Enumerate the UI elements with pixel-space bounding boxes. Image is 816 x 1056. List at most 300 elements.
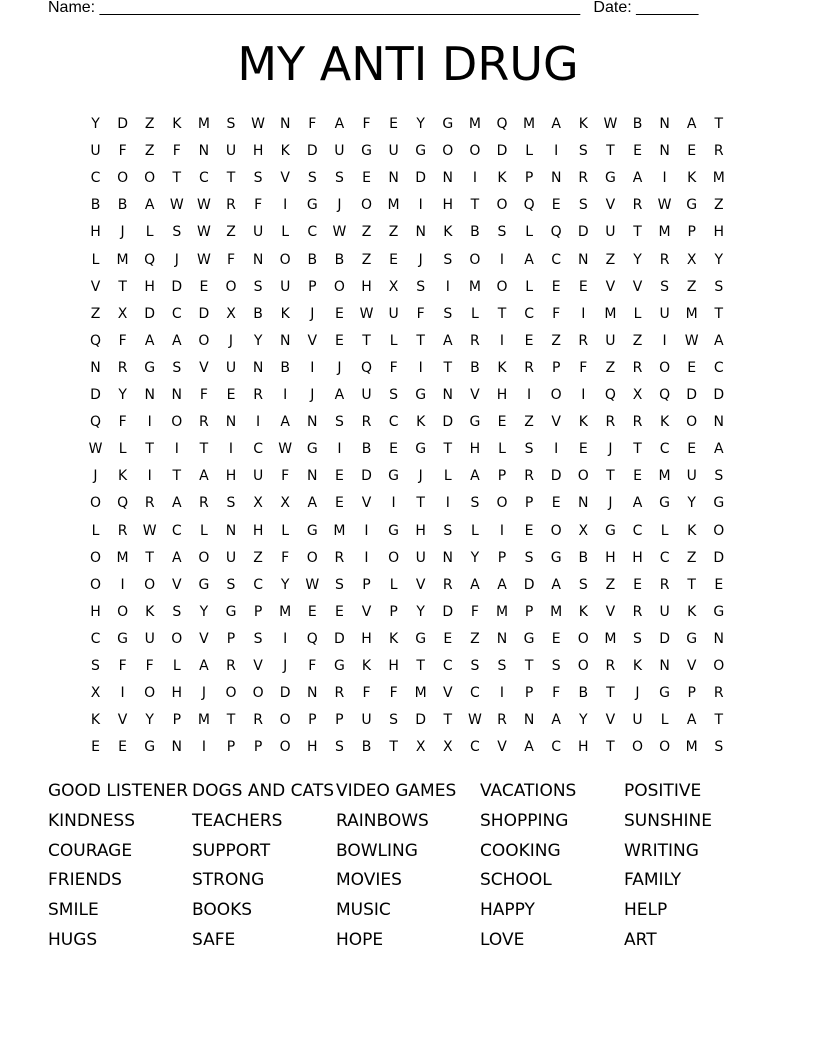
grid-letter: W <box>196 197 211 214</box>
grid-letter: E <box>334 495 344 512</box>
grid-letter: U <box>225 549 237 566</box>
word-list-item: SMILE <box>48 900 99 921</box>
grid-letter: J <box>418 468 423 485</box>
grid-letter: W <box>684 332 699 349</box>
grid-letter: R <box>524 359 534 376</box>
grid-letter: E <box>551 197 561 214</box>
grid-letter: U <box>632 712 643 729</box>
grid-letter: A <box>199 658 209 674</box>
grid-letter: N <box>442 549 454 566</box>
grid-letter: E <box>633 576 642 593</box>
grid-letter: C <box>551 739 562 756</box>
grid-letter: E <box>199 278 209 295</box>
grid-letter: J <box>337 197 342 214</box>
grid-letter: G <box>659 495 671 512</box>
grid-letter: R <box>713 685 724 702</box>
grid-letter: K <box>145 603 155 620</box>
grid-letter: N <box>225 414 237 431</box>
grid-letter: E <box>687 143 697 160</box>
grid-letter: M <box>712 170 725 187</box>
grid-letter: W <box>88 441 103 458</box>
grid-letter: I <box>364 549 369 566</box>
grid-letter: M <box>116 251 129 268</box>
grid-letter: H <box>252 143 264 160</box>
grid-letter: N <box>279 332 291 349</box>
grid-letter: S <box>334 170 344 187</box>
grid-letter: N <box>442 170 454 187</box>
grid-letter: P <box>308 278 317 295</box>
grid-letter: R <box>713 143 724 160</box>
grid-letter: I <box>147 414 152 431</box>
word-list-item: SHOPPING <box>480 810 569 831</box>
header-line <box>48 0 748 19</box>
grid-letter: C <box>90 630 101 647</box>
grid-letter: Z <box>388 224 399 241</box>
grid-letter: N <box>279 116 291 132</box>
grid-letter: Y <box>118 387 127 403</box>
grid-letter: I <box>283 197 288 214</box>
grid-letter: K <box>416 414 426 431</box>
grid-letter: Q <box>360 359 373 376</box>
grid-letter: O <box>496 197 508 214</box>
grid-letter: C <box>442 658 453 674</box>
grid-letter: O <box>333 278 345 295</box>
grid-letter: K <box>578 116 588 132</box>
grid-letter: K <box>118 468 128 485</box>
grid-letter: O <box>89 495 102 512</box>
grid-letter: Y <box>714 251 724 268</box>
grid-letter: E <box>633 143 642 160</box>
grid-letter: P <box>524 170 534 187</box>
grid-letter: E <box>551 495 561 512</box>
grid-letter: N <box>307 468 318 485</box>
grid-letter: R <box>578 332 589 349</box>
grid-letter: V <box>497 739 507 756</box>
grid-letter: H <box>90 224 101 241</box>
grid-letter: J <box>608 441 613 458</box>
word-list-item: HAPPY <box>480 900 535 921</box>
grid-letter: J <box>635 685 640 702</box>
grid-letter: Q <box>89 414 102 431</box>
grid-letter: H <box>442 197 454 214</box>
grid-letter: R <box>605 414 616 431</box>
grid-letter: B <box>307 251 318 268</box>
grid-letter: J <box>174 251 179 268</box>
grid-letter: T <box>172 170 182 187</box>
grid-letter: O <box>659 739 671 756</box>
grid-letter: S <box>714 739 724 756</box>
grid-letter: E <box>118 739 128 756</box>
word-list-item: WRITING <box>624 840 699 861</box>
grid-letter: Y <box>416 116 425 132</box>
grid-letter: H <box>388 658 399 674</box>
grid-letter: D <box>90 387 101 403</box>
grid-letter: O <box>442 143 454 160</box>
word-list-item: SUNSHINE <box>624 810 712 831</box>
grid-letter: K <box>660 414 670 431</box>
grid-letter: Y <box>579 712 588 729</box>
grid-letter: D <box>415 712 427 729</box>
grid-letter: S <box>578 576 588 593</box>
grid-letter: S <box>334 414 344 431</box>
grid-letter: G <box>686 630 698 647</box>
grid-letter: H <box>578 739 589 756</box>
grid-letter: L <box>281 224 290 241</box>
grid-letter: Z <box>605 251 616 268</box>
date-field[interactable]: _______ <box>636 0 699 16</box>
grid-letter: A <box>144 332 155 349</box>
grid-letter: F <box>226 251 236 268</box>
grid-letter: D <box>442 603 454 620</box>
grid-letter: G <box>225 603 237 620</box>
grid-letter: Q <box>144 251 156 268</box>
grid-letter: T <box>443 441 453 458</box>
grid-letter: R <box>524 468 534 485</box>
grid-letter: A <box>551 116 561 132</box>
grid-letter: G <box>306 522 318 539</box>
grid-letter: H <box>605 549 616 566</box>
grid-letter: R <box>632 197 643 214</box>
grid-letter: D <box>334 630 345 647</box>
grid-letter: S <box>253 278 263 295</box>
grid-letter: A <box>714 441 724 458</box>
grid-letter: Y <box>633 251 642 268</box>
grid-letter: W <box>251 116 266 132</box>
word-list-item: SCHOOL <box>480 870 552 891</box>
grid-letter: G <box>659 685 671 702</box>
grid-letter: M <box>550 603 563 620</box>
grid-letter: I <box>499 685 505 702</box>
grid-letter: S <box>524 549 534 566</box>
grid-letter: S <box>470 495 480 512</box>
grid-letter: O <box>550 387 562 403</box>
grid-letter: H <box>252 522 264 539</box>
grid-letter: N <box>578 495 589 512</box>
grid-letter: M <box>387 197 400 214</box>
grid-letter: M <box>523 116 536 132</box>
grid-letter: W <box>169 197 184 214</box>
grid-letter: A <box>551 712 561 729</box>
grid-letter: D <box>171 278 183 295</box>
word-list-item: DOGS AND CATS <box>192 781 335 801</box>
grid-letter: H <box>307 739 318 756</box>
grid-letter: L <box>389 576 398 593</box>
grid-letter: R <box>226 197 236 214</box>
grid-letter: E <box>226 387 236 403</box>
grid-letter: G <box>306 197 318 214</box>
name-field[interactable]: ______________________________________________________ <box>99 0 581 16</box>
grid-letter: T <box>606 143 615 160</box>
grid-letter: U <box>415 549 426 566</box>
word-list-item: TEACHERS <box>192 810 283 831</box>
grid-letter: A <box>280 414 290 431</box>
grid-letter: P <box>362 576 371 593</box>
grid-letter: A <box>307 495 318 512</box>
grid-letter: S <box>551 658 561 674</box>
grid-letter: N <box>252 359 264 376</box>
grid-letter: S <box>443 251 453 268</box>
grid-letter: P <box>253 603 263 620</box>
grid-letter: G <box>198 576 210 593</box>
grid-letter: L <box>281 522 290 539</box>
grid-letter: R <box>442 576 453 593</box>
grid-letter: R <box>199 495 209 512</box>
grid-letter: I <box>554 441 559 458</box>
grid-letter: W <box>196 224 211 241</box>
grid-letter: B <box>334 251 345 268</box>
grid-letter: E <box>307 603 317 620</box>
grid-letter: M <box>414 685 427 702</box>
grid-letter: T <box>416 495 425 512</box>
grid-letter: B <box>470 224 480 241</box>
grid-letter: L <box>525 278 533 295</box>
grid-letter: I <box>472 170 477 187</box>
grid-letter: V <box>253 658 263 674</box>
grid-letter: L <box>118 441 127 458</box>
grid-letter: F <box>145 658 154 674</box>
grid-letter: D <box>686 387 698 403</box>
grid-letter: R <box>632 603 643 620</box>
grid-letter: E <box>443 630 453 647</box>
word-list-item: COOKING <box>480 840 561 861</box>
grid-letter: I <box>174 441 179 458</box>
grid-letter: N <box>144 387 155 403</box>
grid-letter: L <box>498 441 506 458</box>
grid-letter: X <box>226 305 236 322</box>
grid-letter: U <box>90 143 101 160</box>
grid-letter: D <box>713 549 725 566</box>
page-title: MY ANTI DRUG <box>237 37 579 91</box>
grid-letter: D <box>523 576 535 593</box>
grid-letter: G <box>415 441 427 458</box>
grid-letter: V <box>470 387 480 403</box>
grid-letter: C <box>632 522 643 539</box>
grid-letter: E <box>389 441 399 458</box>
grid-letter: K <box>497 170 507 187</box>
grid-letter: X <box>443 739 453 756</box>
grid-letter: P <box>497 549 507 566</box>
grid-letter: K <box>389 630 399 647</box>
grid-letter: V <box>172 576 182 593</box>
grid-letter: N <box>659 143 670 160</box>
grid-letter: O <box>279 251 291 268</box>
grid-letter: K <box>687 603 697 620</box>
grid-letter: S <box>443 305 453 322</box>
grid-letter: M <box>685 739 698 756</box>
grid-letter: B <box>253 305 263 322</box>
grid-letter: R <box>144 495 155 512</box>
grid-letter: K <box>578 414 588 431</box>
grid-letter: M <box>279 603 292 620</box>
grid-letter: I <box>581 387 586 403</box>
grid-letter: O <box>279 712 291 729</box>
grid-letter: U <box>605 224 616 241</box>
grid-letter: O <box>577 468 589 485</box>
grid-letter: U <box>605 332 616 349</box>
grid-letter: I <box>527 387 532 403</box>
grid-letter: S <box>253 630 263 647</box>
grid-letter: S <box>578 197 588 214</box>
grid-letter: F <box>552 305 561 322</box>
grid-letter: T <box>226 170 236 187</box>
grid-letter: I <box>391 495 396 512</box>
grid-letter: E <box>551 630 561 647</box>
grid-letter: P <box>551 359 561 376</box>
grid-letter: P <box>687 685 696 702</box>
grid-letter: T <box>145 441 154 458</box>
grid-letter: R <box>605 658 616 674</box>
grid-letter: T <box>172 468 182 485</box>
grid-letter: Q <box>89 332 102 349</box>
grid-letter: B <box>470 359 480 376</box>
grid-letter: F <box>579 359 588 376</box>
grid-letter: I <box>418 359 423 376</box>
grid-letter: Y <box>145 712 154 729</box>
grid-letter: Q <box>306 630 318 647</box>
grid-letter: S <box>172 359 182 376</box>
grid-letter: O <box>713 658 725 674</box>
grid-letter: O <box>659 359 671 376</box>
grid-letter: L <box>172 658 181 674</box>
grid-letter: Y <box>280 576 290 593</box>
grid-letter: I <box>147 468 152 485</box>
grid-letter: N <box>307 414 318 431</box>
grid-letter: O <box>631 739 644 756</box>
grid-letter: M <box>604 305 617 322</box>
grid-letter: F <box>118 414 127 431</box>
grid-letter: O <box>469 251 481 268</box>
grid-letter: D <box>415 170 427 187</box>
grid-letter: T <box>687 576 696 593</box>
grid-letter: T <box>606 739 615 756</box>
grid-letter: C <box>171 305 182 322</box>
grid-letter: C <box>659 441 670 458</box>
grid-letter: Z <box>361 251 372 268</box>
grid-letter: N <box>307 685 318 702</box>
grid-letter: Z <box>551 332 561 349</box>
grid-letter: M <box>658 224 671 241</box>
grid-letter: S <box>470 658 480 674</box>
grid-letter: F <box>281 468 290 485</box>
grid-letter: A <box>632 495 643 512</box>
grid-letter: A <box>199 468 209 485</box>
grid-letter: V <box>199 359 209 376</box>
name-label: Name: <box>48 0 100 16</box>
grid-letter: E <box>362 170 371 187</box>
word-list <box>48 780 768 960</box>
grid-letter: X <box>686 251 697 268</box>
grid-letter: Y <box>416 603 425 620</box>
grid-letter: A <box>470 576 480 593</box>
grid-letter: G <box>361 143 372 160</box>
grid-letter: Z <box>524 414 534 431</box>
grid-letter: I <box>662 332 667 349</box>
grid-letter: C <box>307 224 318 241</box>
word-list-item: LOVE <box>480 930 525 950</box>
grid-letter: N <box>388 170 399 187</box>
grid-letter: O <box>144 576 156 593</box>
grid-letter: T <box>606 468 615 485</box>
grid-letter: Z <box>253 549 263 566</box>
grid-letter: C <box>171 522 182 539</box>
grid-letter: O <box>144 170 156 187</box>
grid-letter: A <box>632 170 643 187</box>
grid-letter: G <box>415 630 427 647</box>
grid-letter: P <box>497 468 507 485</box>
grid-letter: B <box>90 197 101 214</box>
grid-letter: W <box>657 197 672 214</box>
word-list-item: VACATIONS <box>480 781 577 801</box>
grid-letter: G <box>469 414 481 431</box>
grid-letter: H <box>225 468 237 485</box>
grid-letter: E <box>91 739 100 756</box>
grid-letter: H <box>144 278 155 295</box>
grid-letter: O <box>388 549 400 566</box>
grid-letter: S <box>307 170 317 187</box>
grid-letter: S <box>226 495 236 512</box>
grid-letter: J <box>310 305 315 322</box>
grid-letter: Z <box>686 278 697 295</box>
grid-letter: T <box>389 739 398 756</box>
grid-letter: O <box>686 414 698 431</box>
word-list-item: HOPE <box>336 930 384 950</box>
date-label: Date: <box>580 0 637 16</box>
grid-letter: D <box>144 305 156 322</box>
grid-letter: M <box>197 116 210 132</box>
grid-letter: I <box>201 739 206 756</box>
grid-letter: E <box>334 305 344 322</box>
grid-letter: S <box>334 739 344 756</box>
grid-letter: S <box>633 630 642 647</box>
grid-letter: I <box>554 143 559 160</box>
grid-letter: J <box>228 332 234 349</box>
grid-letter: O <box>577 658 589 674</box>
word-list-item: VIDEO GAMES <box>336 781 457 801</box>
word-list-item: HUGS <box>48 930 98 950</box>
grid-letter: E <box>334 332 344 349</box>
grid-letter: E <box>334 603 344 620</box>
grid-letter: U <box>252 468 264 485</box>
grid-letter: P <box>308 712 317 729</box>
grid-letter: R <box>632 359 643 376</box>
grid-letter: O <box>198 549 210 566</box>
grid-letter: L <box>660 712 669 729</box>
grid-letter: T <box>362 332 371 349</box>
grid-letter: N <box>442 387 454 403</box>
word-list-item: RAINBOWS <box>336 810 429 831</box>
grid-letter: J <box>337 359 342 376</box>
grid-letter: Z <box>144 116 155 132</box>
grid-letter: O <box>279 739 291 756</box>
grid-letter: I <box>228 441 234 458</box>
grid-letter: S <box>253 170 263 187</box>
grid-letter: F <box>118 143 127 160</box>
grid-letter: E <box>389 251 399 268</box>
grid-letter: A <box>172 495 182 512</box>
grid-letter: V <box>361 603 372 620</box>
grid-letter: T <box>145 549 154 566</box>
grid-letter: Z <box>605 359 616 376</box>
grid-letter: G <box>415 143 427 160</box>
grid-letter: D <box>659 630 670 647</box>
grid-letter: R <box>659 576 670 593</box>
grid-letter: F <box>281 549 290 566</box>
grid-letter: G <box>333 658 345 674</box>
grid-letter: R <box>659 251 670 268</box>
grid-letter: T <box>606 685 615 702</box>
grid-letter: H <box>713 224 725 241</box>
word-list-item: BOWLING <box>336 840 418 861</box>
